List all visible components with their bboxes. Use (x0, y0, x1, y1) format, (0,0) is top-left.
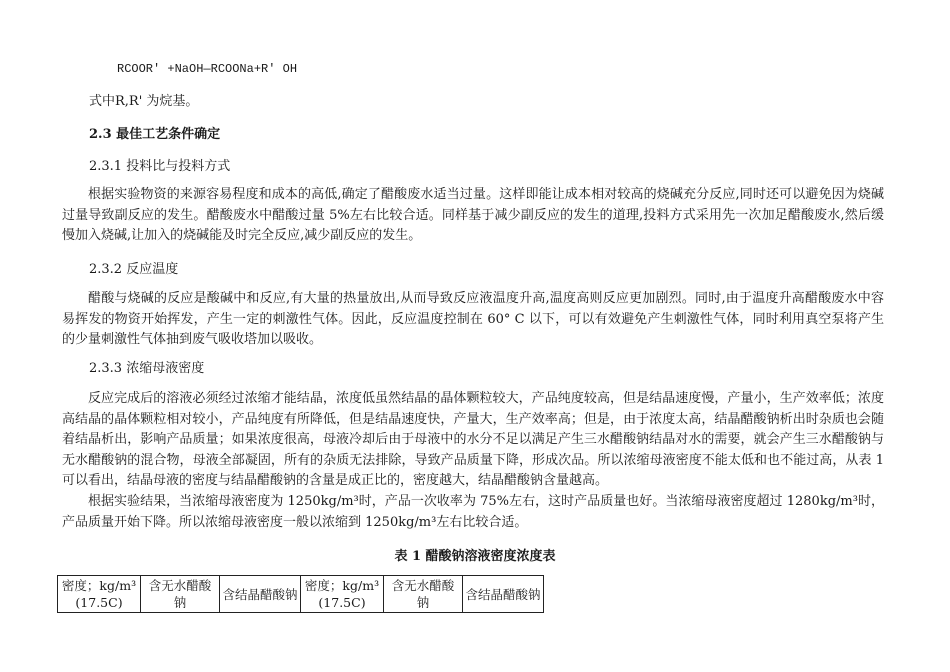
table-header-cell: 含无水醋酸钠 (141, 576, 220, 613)
table-header-cell: 密度；kg/m³ (17.5C) (301, 576, 384, 613)
paragraph-experiment-results: 根据实验结果，当浓缩母液密度为 1250kg/m³时，产品一次收率为 75%左右，这时产品质量也好。当浓缩母液密度超过 1280kg/m³时，产品质量开始下降。所以浓缩母液密度一般以浓缩到 1250kg/m³左右比较合适。 (62, 494, 884, 530)
table-header-cell: 含无水醋酸钠 (384, 576, 463, 613)
section-heading-2-3: 2.3 最佳工艺条件确定 (89, 127, 221, 142)
table-header-cell: 含结晶醋酸钠 (220, 576, 301, 613)
density-table (57, 575, 544, 613)
alkyl-note: 式中R,R' 为烷基。 (89, 94, 199, 109)
table-header-cell: 含结晶醋酸钠 (463, 576, 544, 613)
paragraph-mother-liquor-density: 反应完成后的溶液必须经过浓缩才能结晶，浓度低虽然结晶的晶体颗粒较大，产品纯度较高，但是结晶速度慢，产量小，生产效率低；浓度高结晶的晶体颗粒相对较小，产品纯度有所降低，但是结晶速度快，产量大，生产效率高；但是，由于浓度太高，结晶醋酸钠析出时杂质也会随着结晶析出，影响产品质量；如果浓度很高，母液冷却后由于母液中的水分不足以满足产生三水醋酸钠结晶对水的需要，就会产生三水醋酸钠与无水醋酸钠的混合物，母液全部凝固，所有的杂质无法排除，导致产品质量下降，形成次品。所以浓缩母液密度不能太低和也不能过高，从表 1 可以看出，结晶母液的密度与结晶醋酸钠的含量是成正比的，密度越大，结晶醋酸钠含量越高。 (62, 391, 884, 488)
paragraph-reaction-temperature: 醋酸与烧碱的反应是酸碱中和反应,有大量的热量放出,从而导致反应液温度升高,温度高则反应更加剧烈。同时,由于温度升高醋酸废水中容易挥发的物资开始挥发，产生一定的刺激性气体。因此，反应温度控制在 60° C 以下，可以有效避免产生刺激性气体，同时利用真空泵将产生的少量刺激性气体抽到废气吸收塔加以吸收。 (62, 291, 884, 347)
reaction-equation: RCOOR' +NaOH—RCOONa+R' OH (117, 62, 298, 76)
section-heading-2-3-1: 2.3.1 投料比与投料方式 (89, 159, 231, 174)
table-caption: 表 1 醋酸钠溶液密度浓度表 (394, 549, 556, 564)
table-header-cell: 密度；kg/m³ (17.5C) (58, 576, 141, 613)
section-heading-2-3-2: 2.3.2 反应温度 (89, 262, 179, 277)
paragraph-feed-ratio: 根据实验物资的来源容易程度和成本的高低,确定了醋酸废水适当过量。这样即能让成本相对较高的烧碱充分反应,同时还可以避免因为烧碱过量导致副反应的发生。醋酸废水中醋酸过量 5%左右比较合适。同样基于减少副反应的发生的道理,投料方式采用先一次加足醋酸废水,然后缓慢加入烧碱,让加入的烧碱能及时完全反应,减少副反应的发生。 (62, 187, 884, 243)
section-heading-2-3-3: 2.3.3 浓缩母液密度 (89, 361, 205, 376)
table-header-row (58, 576, 544, 613)
